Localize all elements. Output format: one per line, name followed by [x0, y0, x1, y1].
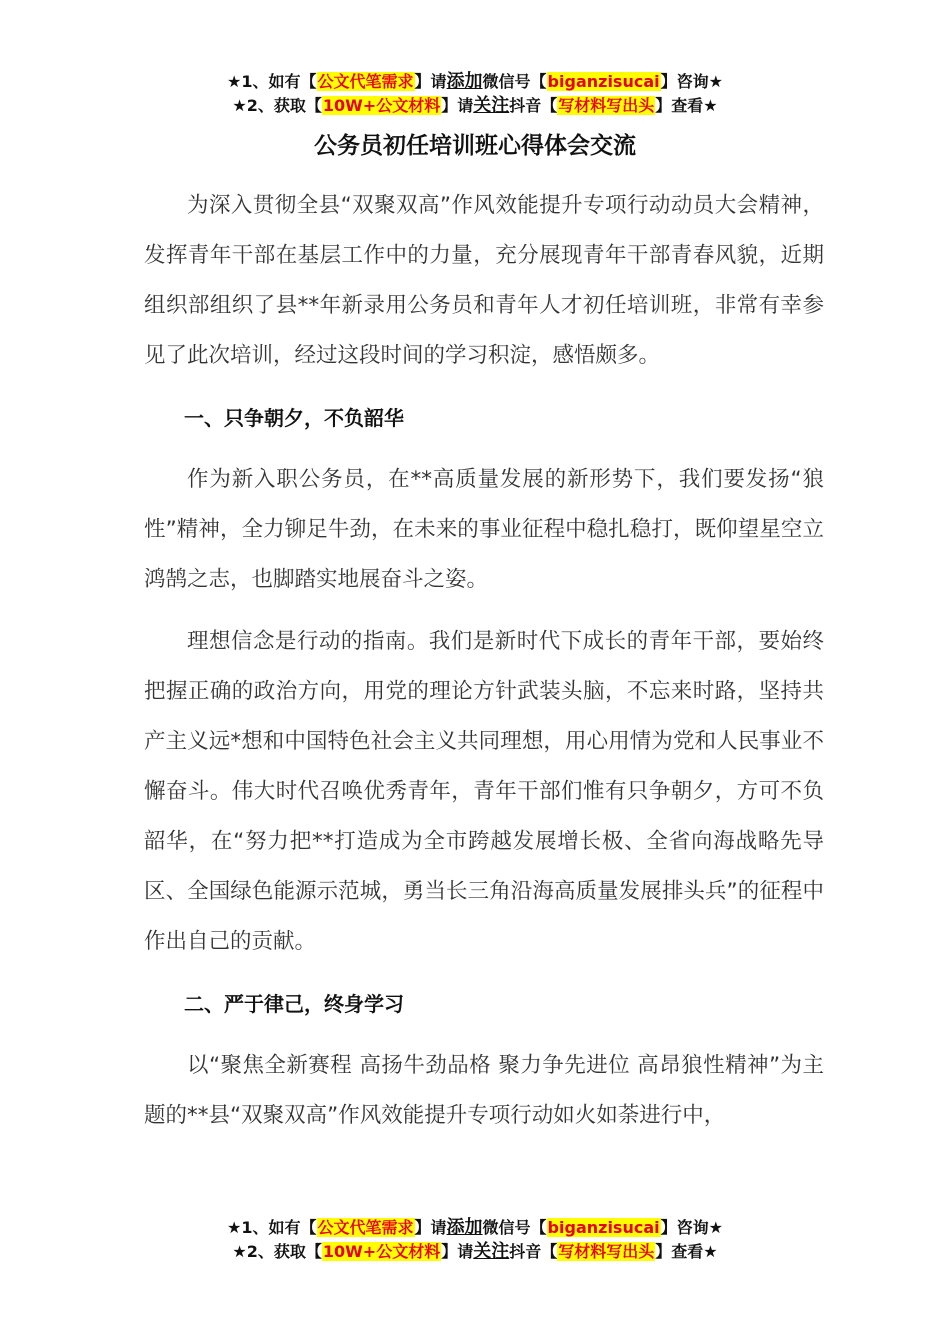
promo-line-2 — [0, 1240, 950, 1264]
promo-text: 】请 — [441, 1242, 474, 1261]
promo-text: ★2、获取【 — [232, 96, 322, 115]
highlight-text: 写材料写出头 — [558, 96, 655, 115]
section-heading-2: 二、严于律己，终身学习 — [184, 992, 404, 1016]
spacer — [144, 1029, 824, 1041]
promo-line-1 — [0, 70, 950, 94]
highlight-text: biganzisucai — [547, 1218, 660, 1237]
highlight-text: 10W+公文材料 — [322, 96, 441, 115]
promo-text: 抖音【 — [509, 96, 558, 115]
promo-text: ★1、如有【 — [227, 1218, 317, 1237]
spacer — [144, 605, 824, 617]
promo-text: 抖音【 — [509, 1242, 558, 1261]
promo-line-2 — [0, 94, 950, 118]
spacer — [144, 967, 824, 979]
promo-text: ★1、如有【 — [227, 72, 317, 91]
underlined-text: 添加 — [446, 71, 483, 92]
intro-paragraph: 为深入贯彻全县“双聚双高”作风效能提升专项行动动员大会精神，发挥青年干部在基层工作中的力量，充分展现青年干部青春风貌，近期组织部组织了县**年新录用公务员和青年人才初任培训班，非常有幸参见了此次培训，经过这段时间的学习积淀，感悟颇多。 — [144, 193, 824, 368]
highlight-text: 公文代笔需求 — [317, 1218, 414, 1237]
promo-text: 】查看★ — [655, 1242, 718, 1261]
highlight-text: 10W+公文材料 — [322, 1242, 441, 1261]
promo-text: 】请 — [441, 96, 474, 115]
promo-text: 】请 — [414, 72, 447, 91]
underlined-text: 关注 — [473, 1241, 510, 1262]
section1-paragraph-2: 理想信念是行动的指南。我们是新时代下成长的青年干部，要始终把握正确的政治方向，用党的理论方针武装头脑，不忘来时路，坚持共产主义远*想和中国特色社会主义共同理想，用心用情为党和人民事业不懈奋斗。伟大时代召唤优秀青年，青年干部们惟有只争朝夕，方可不负韶华，在“努力把**打造成为全市跨越发展增长极、全省向海战略先导区、全国绿色能源示范城，勇当长三角沿海高质量发展排头兵”的征程中作出自己的贡献。 — [144, 629, 824, 954]
spacer — [144, 381, 824, 393]
promo-text: 】请 — [414, 1218, 447, 1237]
promo-text: ★2、获取【 — [232, 1242, 322, 1261]
underlined-text: 添加 — [446, 1217, 483, 1238]
section2-paragraph-1: 以“聚焦全新赛程 高扬牛劲品格 聚力争先进位 高昂狼性精神”为主题的**县“双聚双高”作风效能提升专项行动如火如荼进行中， — [144, 1053, 824, 1128]
highlight-text: 公文代笔需求 — [317, 72, 414, 91]
promo-text: 】查看★ — [655, 96, 718, 115]
highlight-text: 写材料写出头 — [558, 1242, 655, 1261]
promo-text: 】咨询★ — [660, 72, 723, 91]
promo-banner-bottom — [0, 1216, 950, 1264]
promo-banner-top — [0, 70, 950, 118]
document-title: 公务员初任培训班心得体会交流 — [314, 133, 636, 159]
section-heading-1: 一、只争朝夕，不负韶华 — [184, 406, 404, 430]
promo-text: 微信号【 — [482, 72, 547, 91]
section1-paragraph-1: 作为新入职公务员，在**高质量发展的新形势下，我们要发扬“狼性”精神，全力铆足牛劲，在未来的事业征程中稳扎稳打，既仰望星空立鸿鹄之志，也脚踏实地展奋斗之姿。 — [144, 467, 824, 592]
promo-text: 微信号【 — [482, 1218, 547, 1237]
underlined-text: 关注 — [473, 95, 510, 116]
spacer — [144, 443, 824, 455]
document-body — [144, 181, 824, 1141]
promo-text: 】咨询★ — [660, 1218, 723, 1237]
promo-line-1 — [0, 1216, 950, 1240]
highlight-text: biganzisucai — [547, 72, 660, 91]
